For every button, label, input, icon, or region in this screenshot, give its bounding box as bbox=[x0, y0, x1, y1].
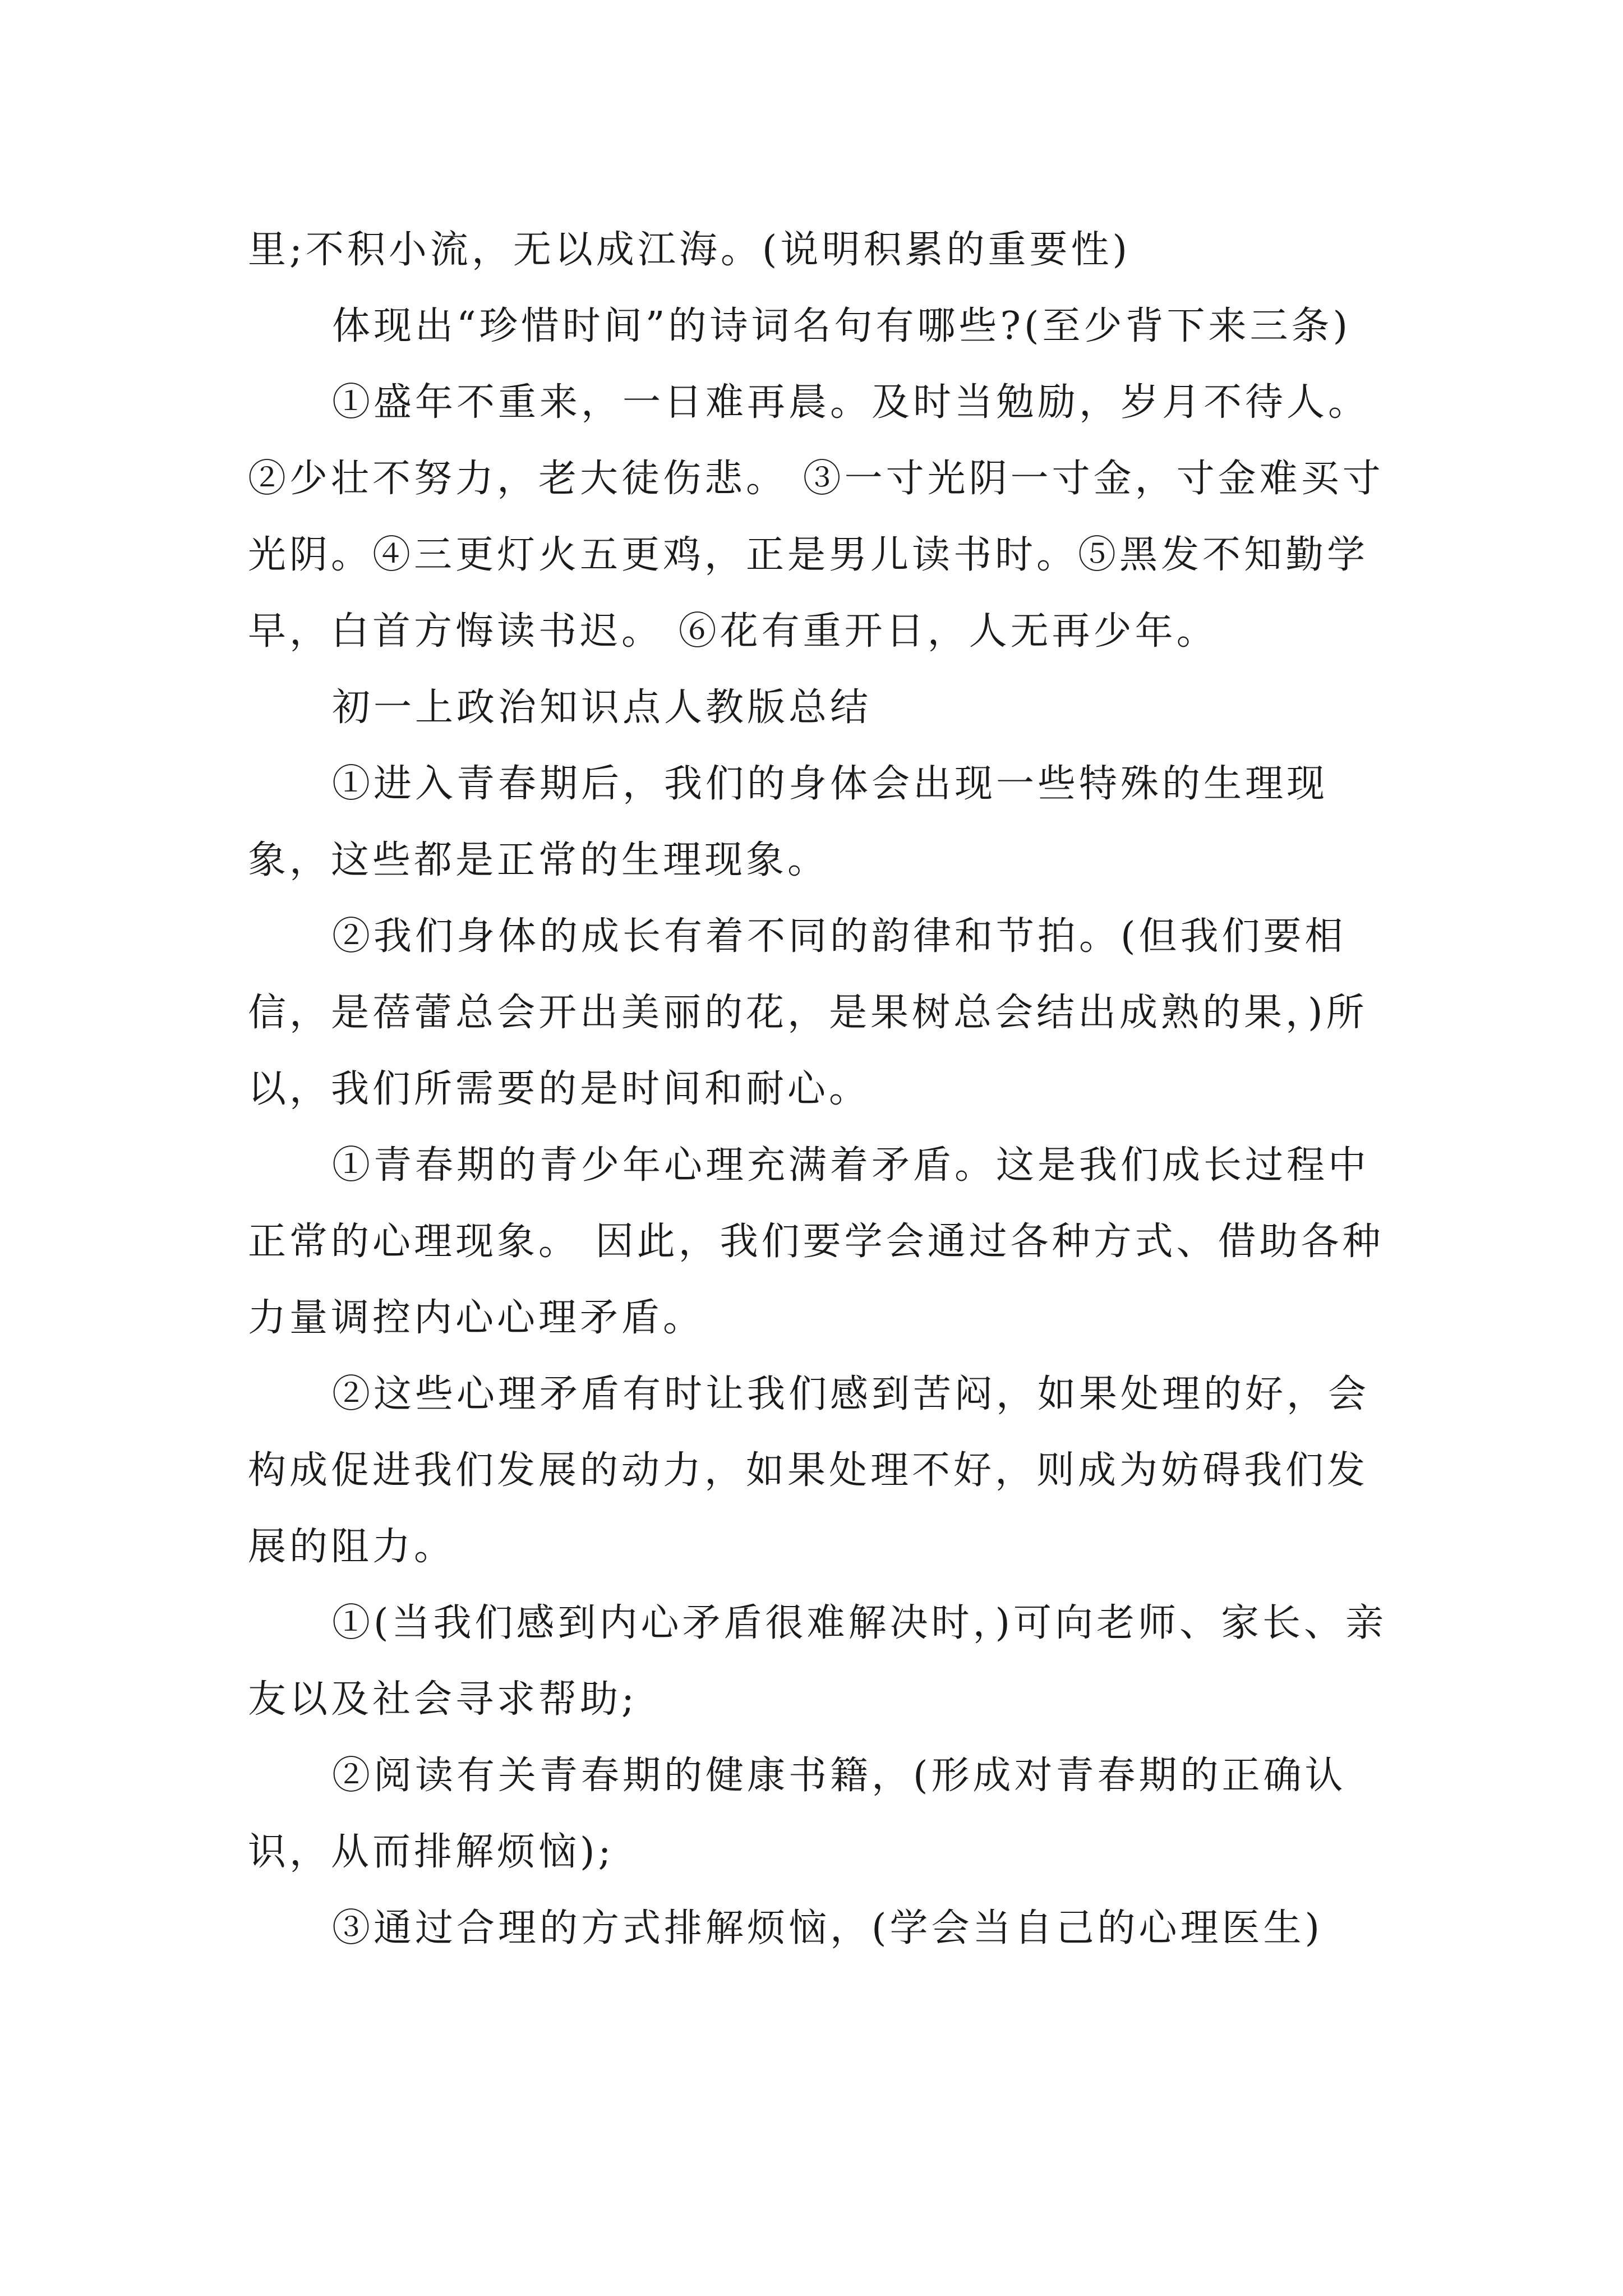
paragraph-point: ②阅读有关青春期的健康书籍，(形成对青春期的正确认识，从而排解烦恼); bbox=[248, 1754, 1347, 1874]
paragraph-point: ②我们身体的成长有着不同的韵律和节拍。(但我们要相信，是蓓蕾总会开出美丽的花，是果树总会结出成熟的果，)所以，我们所需要的是时间和耐心。 bbox=[248, 914, 1368, 1111]
paragraph-poems: ①盛年不重来，一日难再晨。及时当勉励，岁月不待人。②少壮不努力，老大徒伤悲。 ③一寸光阴一寸金，寸金难买寸光阴。④三更灯火五更鸡，正是男儿读书时。⑤黑发不知勤学早，白首方悔读书迟。 ⑥花有重开日，人无再少年。 bbox=[248, 380, 1384, 654]
paragraph-point: ①(当我们感到内心矛盾很难解决时，)可向老师、家长、亲友以及社会寻求帮助; bbox=[248, 1601, 1387, 1722]
paragraph-point: ③通过合理的方式排解烦恼，(学会当自己的心理医生) bbox=[332, 1906, 1324, 1950]
paragraph-continuation: 里;不积小流，无以成江海。(说明积累的重要性) bbox=[248, 228, 1131, 272]
document-body bbox=[248, 212, 1392, 1967]
section-heading: 初一上政治知识点人教版总结 bbox=[332, 685, 872, 730]
paragraph-point: ①进入青春期后，我们的身体会出现一些特殊的生理现象，这些都是正常的生理现象。 bbox=[248, 762, 1329, 882]
paragraph-point: ②这些心理矛盾有时让我们感到苦闷，如果处理的好，会构成促进我们发展的动力，如果处理不好，则成为妨碍我们发展的阻力。 bbox=[248, 1372, 1370, 1569]
paragraph-point: ①青春期的青少年心理充满着矛盾。这是我们成长过程中正常的心理现象。 因此，我们要学会通过各种方式、借助各种力量调控内心心理矛盾。 bbox=[248, 1143, 1384, 1340]
paragraph-question: 体现出“珍惜时间”的诗词名句有哪些?(至少背下来三条) bbox=[332, 304, 1352, 348]
